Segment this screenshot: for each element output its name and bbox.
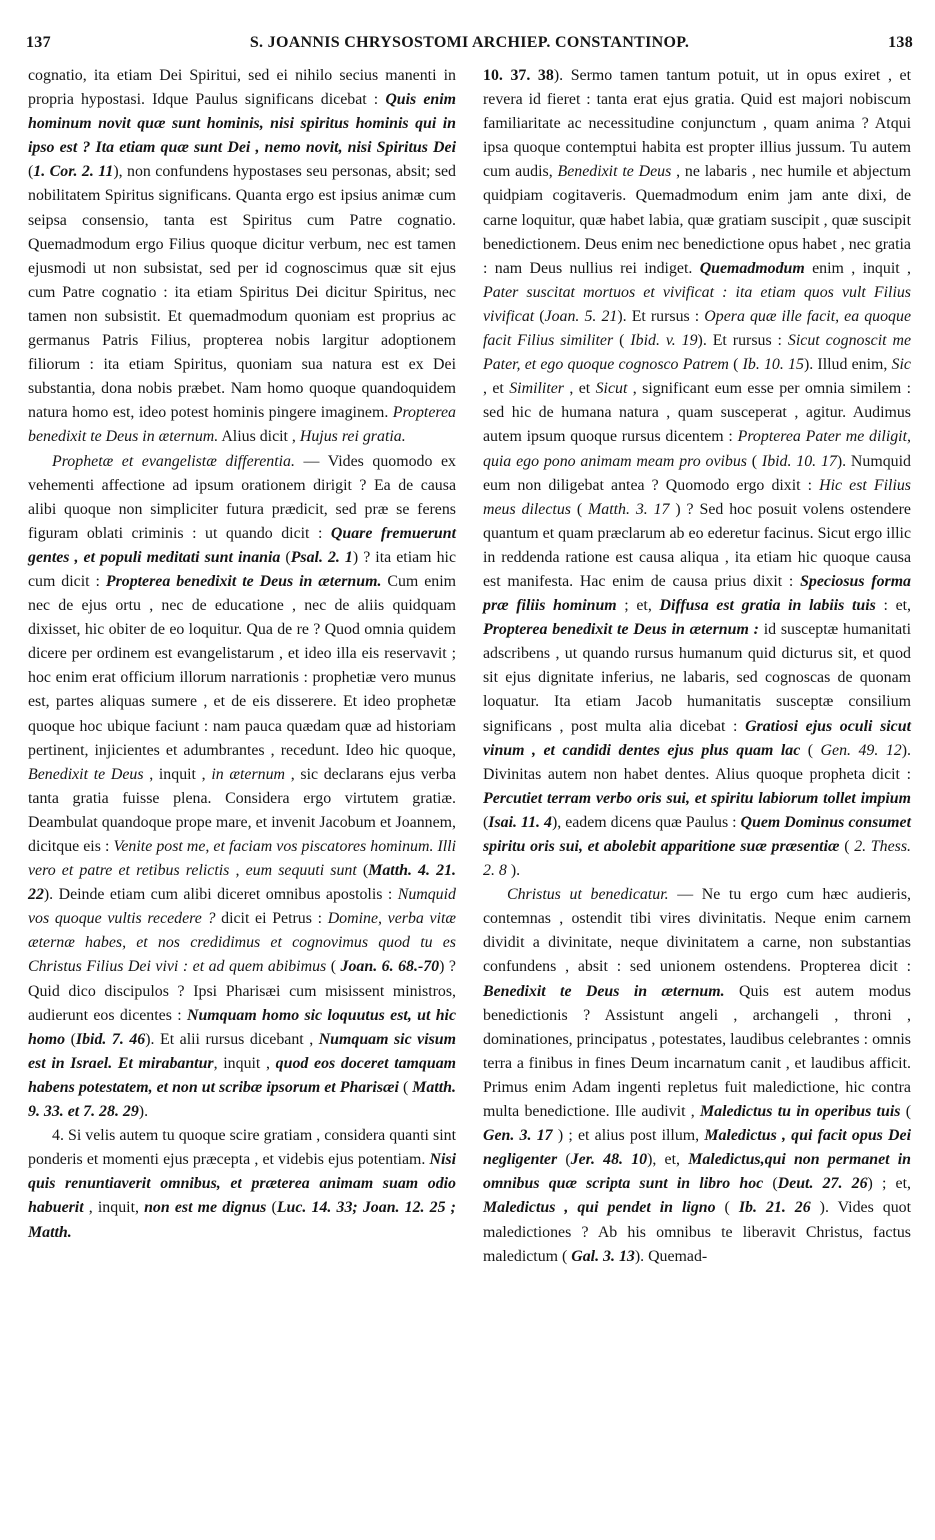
citation: Gen. 3. 17 [483,1127,553,1145]
scripture-quote: Quare fremuerunt gentes , et populi meditati sunt inania [28,524,456,566]
citation: Ibid. v. 19 [630,332,698,350]
text-run: , et [563,380,596,398]
scripture-quote: Maledictus , qui facit opus Dei negligenter [483,1127,912,1169]
scripture-quote: Nisi quis renuntiaverit omnibus, et præterea animam suam odio habuerit [28,1151,456,1217]
text-run: ) ; et alius post illum, [552,1127,705,1145]
text-run: ), non confundens hypostases seu personas, absit; sed nobilitatem Spiritus significans. Quanta ergo est ipsius animæ cum seipsa consensio, tanta est Spiritus cum Patre cognatio. Quemadmodum ergo Filius quoque dicitur verbum, nec est tamen ejusmodi ut non subsistat, sed per id cognoscimus quæ sit ejus cum Patre cognatio : ita etiam Spiritus Dei dicitur Spiritus, nec tamen non subsistit. Et quemadmodum quoniam est proprius ac germanus Patris Filius, propterea nobis largitur adoptionem filiorum : ita etiam Spiritus, quoniam sua natura est ex Dei substantia, dona nobis præbet. Nam homo quoque quandoquidem natura homo est, ideo potest hominis pingere imaginem. [28,163,456,422]
scripture-quote: Propterea benedixit te Deus in æternum. [105,572,382,590]
text-run: , inquit , [213,1054,276,1072]
paragraph [28,450,456,1125]
text-run: , inquit , [143,765,212,783]
scripture-quote: Propterea Pater me diligit, quia ego pono animam meam pro ovibus [483,428,911,470]
citation: Joan. 6. 68.-70 [340,958,440,976]
text-run: ) ? Quid dico discipulos ? Ipsi Pharisæi cum misissent ministros, audierunt eos dicentes : [28,958,456,1024]
text-run: ( [280,548,291,566]
text-run: ). Illud enim, [803,356,892,374]
text-run: ) ? Sed hoc posuit volens ostendere quantum et quam præclarum ab eo ederetur facinus. Sicut ergo illic in reddenda ratione est causa aliqua , ita etiam hic quoque causa est manifesta. Hac enim de causa prius dixit : [483,500,911,590]
text-run: ). Et rursus : [697,332,788,350]
text-run: ( [356,862,369,880]
text-run: cognatio, ita etiam Dei Spiritui, sed ei nihilo secius manenti in propria hypostasi. Idque Paulus significans dicebat : [28,67,456,109]
text-run: Cum enim nec de ejus ortu , nec de educatione , nec de aliis quidquam dixisset, hic obiter de eo loquitur. Qua de re ? Quod omnia quidem dicere per ordinem est evangelistarum , et ideo illa eis reservavit ; hoc enim erat officium illorum narrationis : prophetiæ vero munus est, partes aliquas sumere , et de eis disserere. Et ideo prophetæ quoque hoc ubique faciunt : nam pauca quædam quæ ad historiam pertinent, injicientes et adumbrantes , recedunt. Ideo hic quoque, [28,572,457,759]
scripture-quote: Hic est Filius meus dilectus [483,476,911,518]
running-header [26,34,913,58]
section-heading: Prophetæ et evangelistæ differentia. [52,452,295,470]
text-run: , et [483,380,510,398]
text-run: ( [728,356,743,374]
scripture-quote: Numquam sic visum est in Israel. Et mirabantur [28,1030,457,1072]
text-run: ). Vides quot maledictiones ? Ab his omnibus te liberavit Christus, factus maledictum ( [483,1199,911,1265]
running-title: S. JOANNIS CHRYSOSTOMI ARCHIEP. CONSTANTINOP. [249,34,690,51]
scripture-quote: Opera quæ ille facit, ea quoque facit Filius similiter [483,307,911,350]
page-number-left: 137 [26,34,51,51]
citation: Gen. 49. 12 [820,741,902,759]
paragraph [28,1124,456,1244]
text-run: , ne labaris , nec humile et abjectum quidpiam cogitaveris. Quemadmodum enim jam ante dixi, de carne loquitur, quæ habet labia, quæ gratiam suscipit , quæ suscipit benedictionem. Deus enim nec benedictione opus habet , nec gratia : nam Deus nullius rei indiget. [483,163,911,277]
scripture-quote: Sicut cognoscit me Pater, et ego quoque cognosco Patrem [483,332,911,374]
left-column [28,64,456,1245]
text-run: ). Numquid eum non diligebat antea ? Quomodo ergo dixit : [483,452,911,494]
citation: 2. Thess. 2. 8 [483,838,911,880]
page-number-right: 138 [888,34,913,51]
scripture-quote: Quis enim hominum novit quæ sunt hominis, nisi spiritus hominis qui in ipso est ? Ita etiam quæ sunt Dei , nemo novit, nisi Spiritus Dei [28,91,456,157]
citation: Matth. 4. 21. 22 [28,862,456,904]
citation: Ib. 10. 15 [742,356,804,374]
text-run: ). [138,1103,149,1121]
text-run: ( [398,1078,413,1096]
text-run: ; et, [616,597,660,615]
text-run: ( [534,307,545,325]
text-run: ( [800,741,821,759]
scripture-quote: non est me dignus [144,1199,267,1217]
citation: Psal. 2. 1 [290,548,353,566]
scripture-quote: Venite post me, et faciam vos piscatores hominum. Illi vero et patre et retibus relictis , eum sequuti sunt [28,838,457,880]
scripture-quote: Maledictus , qui pendet in ligno [483,1199,716,1217]
scripture-quote: Maledictus tu in operibus tuis [700,1103,901,1121]
text-run: ). Quemad- [634,1247,708,1265]
paragraph [483,883,911,1269]
text-run: ( [570,500,589,518]
citation: Matth. 9. 33. et 7. 28. 29 [28,1078,456,1121]
text-run: — Ne tu ergo cum hæc audieris, contemnas , ostendit tibi vires divinitatis. Neque enim carnem dividit a divinitate, neque divinitatem a carne, non substantias confundens , absit : sed unionem ostendens. Propterea dicit : [483,886,911,976]
scripture-quote: in æternum [211,765,286,783]
scripture-quote: Benedixit te Deus [28,765,144,783]
text-run: ( [266,1199,277,1217]
text-run: ( [839,838,855,855]
scripture-quote: Propterea benedixit te Deus in æternum. [28,404,456,446]
text-run: ( [746,452,762,470]
paragraph [483,64,911,883]
scripture-quote: Maledictus,qui non permanet in omnibus quæ scripta sunt in libro hoc [483,1151,912,1193]
citation: Ibid. 7. 46 [75,1030,146,1048]
text-run: ). Sermo tamen tantum potuit, ut in opus exiret , et revera id fieret : tanta erat ejus gratia. Quid est majori nobiscum familiaritate ac necessitudine conjunctum , quam anima ? Atqui ipsa quoque contemptui habita est propter illius jussum. Tu autem cum audis, [483,67,911,181]
scripture-quote: Quem Dominus consumet spiritu oris sui, et abolebit apparitione suæ præsentiæ [483,813,912,855]
scripture-quote: Sic [891,356,911,374]
citation: Ibid. 10. 17 [761,452,837,470]
scripture-quote: Numquid vos quoque vultis recedere ? [28,886,456,928]
citation: Jer. 48. 10 [570,1151,648,1169]
scripture-quote: Numquam homo sic loquutus est, ut hic homo [28,1006,456,1048]
citation: Isai. 11. 4 [488,813,552,831]
text-run: enim , inquit , [804,259,911,277]
scripture-quote: Benedixit te Deus [557,163,672,181]
right-column [483,64,911,1269]
scripture-quote: quod eos doceret tamquam habens potestatem, et non ut scribæ ipsorum et Pharisæi [28,1054,456,1096]
text-run: ( [900,1103,911,1121]
text-run: ), eadem dicens quæ Paulus : [551,813,741,831]
text-run: — Vides quomodo ex vehementi affectione ad ipsum orationem dirigit ? Ea de causa alibi quoque non simpliciter futura prædicit, sed præ se ferens figuram oblati criminis : ut quando dicit : [28,452,456,542]
text-run: ) ? ita etiam hic cum dicit : [28,548,456,590]
text-run: ( [326,958,341,976]
scripture-quote: Sicut [595,380,628,398]
citation: Luc. 14. 33; Joan. 12. 25 ; Matth. [28,1199,456,1241]
text-run: ( [483,813,489,831]
citation: Ib. 21. 26 [738,1199,811,1217]
scripture-quote: Domine, verba vitæ æternæ habes, et nos credidimus et cognovimus quod tu es Christus Filius Dei vivi : et ad quem abibimus [28,910,457,976]
scripture-quote: Gratiosi ejus oculi sicut vinum , et candidi dentes ejus plus quam lac [483,717,911,759]
citation: 1. Cor. 2. 11 [33,163,114,181]
text-run: ). Et rursus : [617,307,705,325]
text-run: , significant eum esse per omnia similem : sed hic de humana natura , quam susceperat , agitur. Audimus autem ipsum quoque rursus dicentem : [483,380,912,446]
text-run: ). [506,862,521,880]
text-run: ). Deinde etiam cum alibi diceret omnibus apostolis : [43,886,398,904]
paragraph [28,64,456,450]
citation: Matth. 3. 17 [588,500,670,518]
scripture-quote: Quemadmodum [699,259,805,277]
scripture-quote: Speciosus forma præ filiis hominum [483,572,912,615]
text-run: ( [65,1030,76,1048]
text-run: ). Et alii rursus dicebant , [145,1030,319,1048]
text-run: ( [715,1199,739,1217]
scripture-quote: Hujus rei gratia. [299,428,406,446]
scripture-quote: Pater suscitat mortuos et vivificat : ita etiam quos vult Filius vivificat [483,283,911,325]
text-run: : et, [875,597,912,615]
text-run: , inquit, [83,1199,145,1217]
text-run: , sic declarans ejus verba tanta gratia fuisse plena. Considera ergo virtutem gratiæ. Deambulat quandoque prope mare, et invenit Jacobum et Joannem, dicitque eis : [28,765,457,855]
text-run: ( [613,332,631,350]
text-run: Alius dicit , [218,428,300,446]
text-run: ( [28,163,34,181]
citation: Joan. 5. 21 [544,307,618,325]
scripture-quote: Percutiet terram verbo oris sui, et spiritu labiorum tollet impium [483,789,911,807]
text-run: ( [557,1151,571,1169]
text-run: ). Divinitas autem non habet dentes. Alius quoque propheta dicit : [483,741,911,783]
text-run: ) ; et, [867,1175,911,1193]
text-run: ), et, [647,1151,689,1169]
text-run: 4. Si velis autem tu quoque scire gratiam , considera quanti sint ponderis et momenti ejus præcepta , et videbis ejus potentiam. [28,1127,456,1169]
text-run: ( [763,1175,778,1193]
section-heading: Christus ut benedicatur. [507,886,669,904]
citation: Deut. 27. 26 [777,1175,868,1193]
scripture-quote: Diffusa est gratia in labiis tuis [659,597,876,615]
text-run: Quis est autem modus benedictionis ? Assistunt angeli , archangeli , throni , dominationes, principatus , potestates, laudibus celebrantes : omnis terra a finibus in fines Deum incarnatum canit , et laudibus afficit. Primus enim Adam ingenti repletus fuit maledictione, hic contra multa benedictione. Ille audivit , [483,982,911,1121]
scripture-quote: Similiter [509,380,564,398]
text-run: dicit ei Petrus : [215,910,328,928]
scripture-quote: Benedixit te Deus in æternum. [483,982,725,1000]
citation: 10. 37. 38 [483,67,554,84]
citation: Gal. 3. 13 [571,1247,635,1265]
text-run: id susceptæ humanitati adscribens , ut quando rursus humanum quid dicturus sit, et quod sit ejus dignitate inferius, ne labaris, sed cognoscas de quonam loquatur. Ita etiam Jacob humanitatis susceptæ consilium significans , post multa alia dicebat : [483,621,911,735]
scripture-quote: Propterea benedixit te Deus in æternum : [483,621,759,639]
